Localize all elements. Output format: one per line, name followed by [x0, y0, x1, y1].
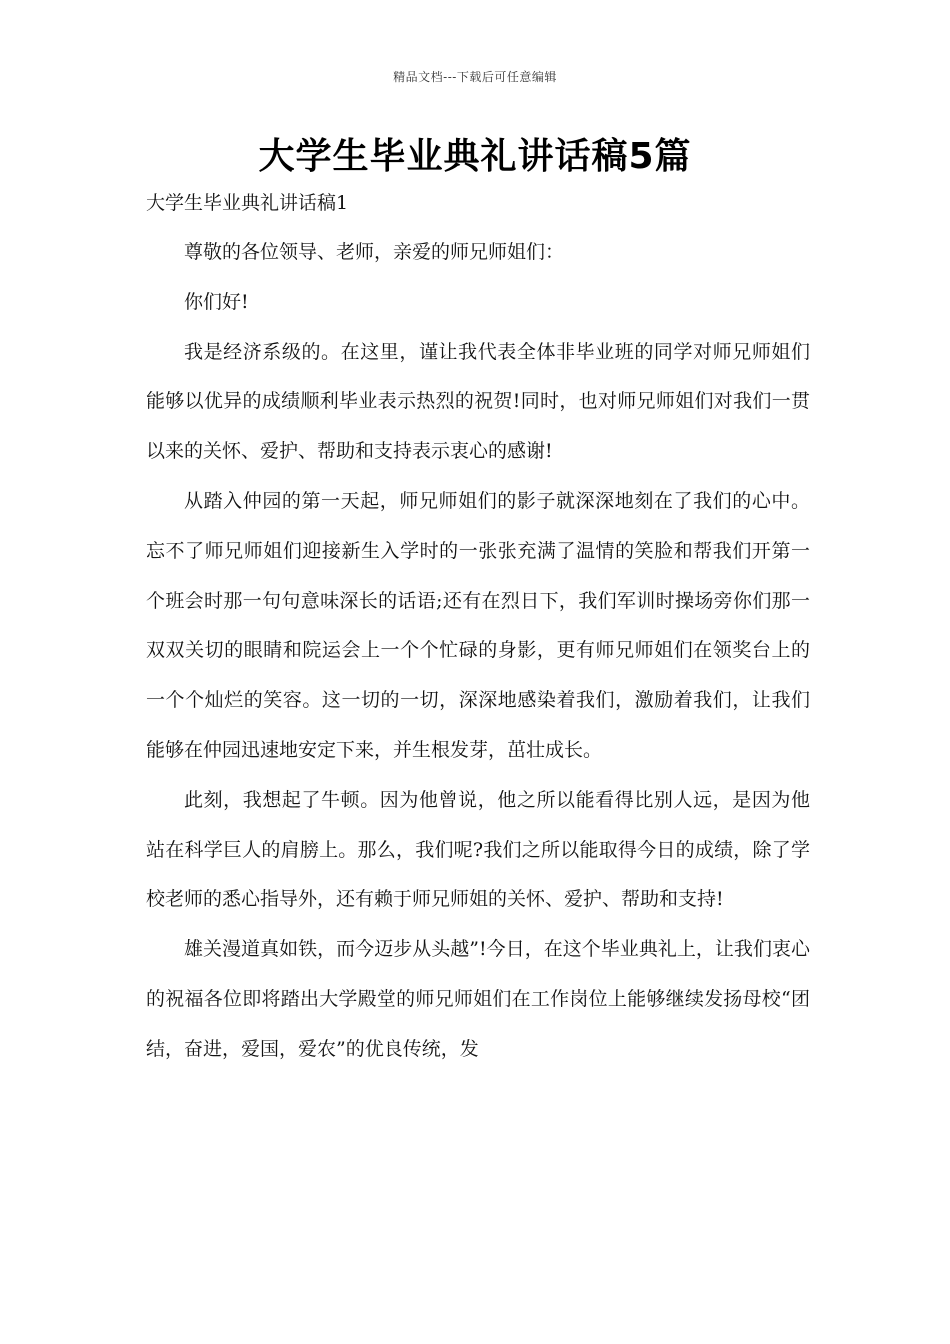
paragraph-blessing: 雄关漫道真如铁，而今迈步从头越”!今日，在这个毕业典礼上，让我们衷心的祝福各位即将踏出大学殿堂的师兄师姐们在工作岗位上能够继续发扬母校“团结，奋进，爱国，爱农”的优良传统，发: [146, 938, 810, 1060]
document-title: 大学生毕业典礼讲话稿5篇: [258, 136, 692, 177]
paragraph-newton: 此刻，我想起了牛顿。因为他曾说，他之所以能看得比别人远，是因为他站在科学巨人的肩膀上。那么，我们呢?我们之所以能取得今日的成绩，除了学校老师的悉心指导外，还有赖于师兄师姐的关怀、爱护、帮助和支持!: [146, 788, 810, 911]
paragraph-greeting: 尊敬的各位领导、老师，亲爱的师兄师姐们：: [184, 241, 565, 263]
document-body: [146, 228, 810, 1075]
section-title: 大学生毕业典礼讲话稿1: [146, 192, 349, 214]
page-header: 精品文档---下载后可任意编辑: [393, 70, 557, 84]
paragraph-memories: 从踏入仲园的第一天起，师兄师姐们的影子就深深地刻在了我们的心中。忘不了师兄师姐们迎接新生入学时的一张张充满了温情的笑脸和帮我们开第一个班会时那一句句意味深长的话语;还有在烈日下，我们军训时操场旁你们那一双双关切的眼睛和院运会上一个个忙碌的身影，更有师兄师姐们在领奖台上的一个个灿烂的笑容。这一切的一切，深深地感染着我们，激励着我们，让我们能够在仲园迅速地安定下来，并生根发芽，茁壮成长。: [146, 489, 810, 761]
paragraph-introduction: 我是经济系级的。在这里，谨让我代表全体非毕业班的同学对师兄师姐们能够以优异的成绩顺利毕业表示热烈的祝贺!同时，也对师兄师姐们对我们一贯以来的关怀、爱护、帮助和支持表示衷心的感谢!: [146, 340, 810, 463]
paragraph-hello: 你们好!: [184, 290, 249, 313]
